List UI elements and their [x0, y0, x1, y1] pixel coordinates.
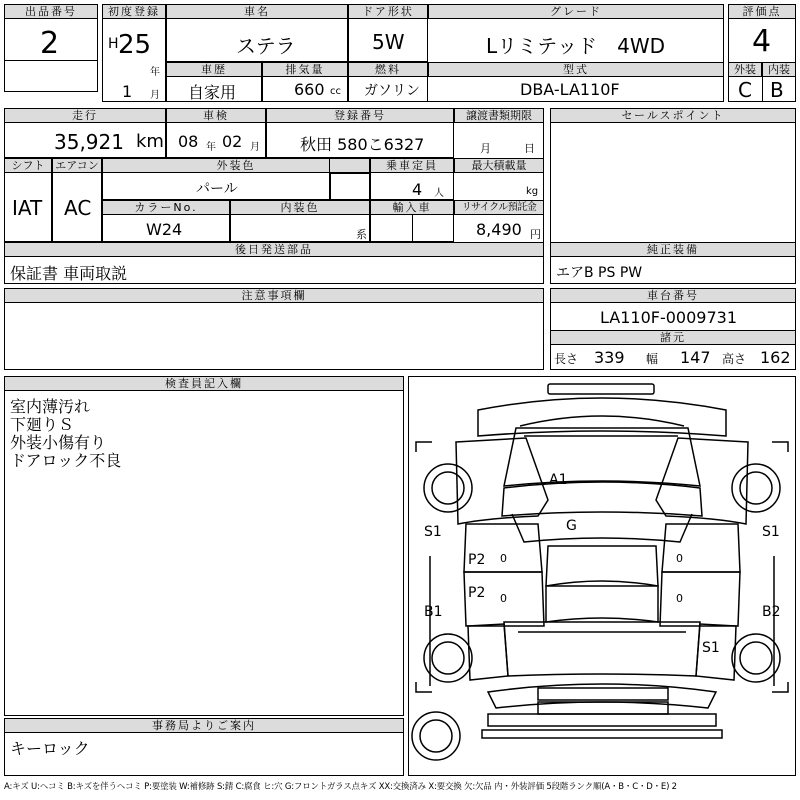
int-header: 内装	[762, 62, 796, 77]
later-parts: 保証書 車両取説	[10, 264, 128, 283]
mileage-header: 走行	[4, 108, 166, 123]
car-diagram	[408, 376, 796, 776]
door-header: ドア形状	[348, 4, 428, 19]
doc-deadline-day: 日	[524, 142, 535, 155]
first-reg-header: 初度登録	[102, 4, 166, 19]
inspection-year-unit: 年	[206, 142, 216, 153]
int-color-unit: 系	[356, 228, 367, 241]
displacement-header: 排気量	[262, 62, 348, 77]
recycle-unit: 円	[530, 228, 541, 241]
recycle-header: リサイクル預託金	[454, 200, 544, 215]
mileage-unit: km	[136, 131, 164, 152]
inspection-header: 車検	[166, 108, 266, 123]
divider	[762, 62, 763, 102]
int-color-header: 内装色	[230, 200, 370, 215]
inspection-month-unit: 月	[250, 142, 260, 153]
mark-s1-right: S1	[762, 524, 780, 540]
displacement-unit: cc	[330, 86, 341, 97]
mark-zero-2: 0	[676, 552, 683, 565]
fuel: ガソリン	[364, 83, 420, 99]
office-note: キーロック	[10, 739, 90, 758]
mark-s1-rear: S1	[702, 640, 720, 656]
max-load-unit: kg	[526, 186, 539, 197]
aircon-header: エアコン	[52, 158, 102, 173]
inspector-note-2: 下廻りＳ	[10, 415, 75, 434]
first-reg-era: H	[108, 36, 119, 52]
max-load-header: 最大積載量	[454, 158, 544, 173]
mark-s1-left: S1	[424, 524, 442, 540]
mark-p2-upper: P2	[468, 552, 486, 568]
reg-no-header: 登録番号	[266, 108, 454, 123]
fuel-header: 燃料	[348, 62, 428, 77]
ext-header: 外装	[728, 62, 762, 77]
lot-no-header: 出品番号	[4, 4, 98, 19]
doc-deadline-month: 月	[480, 142, 491, 155]
score-header: 評価点	[728, 4, 796, 19]
length-label: 長さ	[554, 352, 579, 366]
inspection-year: 08	[178, 132, 199, 151]
lot-no: 2	[40, 26, 60, 61]
aircon: AC	[64, 196, 92, 220]
ext-color-header: 外装色	[102, 158, 370, 173]
sales-box	[550, 108, 796, 284]
chassis-header: 車台番号	[550, 288, 796, 303]
model-code: DBA-LA110F	[520, 80, 620, 99]
height: 162	[760, 348, 791, 367]
inspection-month: 02	[222, 132, 243, 151]
length: 339	[594, 348, 625, 367]
ext-color-sub-cell	[330, 173, 370, 200]
grade-header: グレード	[428, 4, 724, 19]
reg-no: 秋田 580こ6327	[300, 135, 425, 154]
grade: Lリミテッド 4WD	[486, 34, 666, 58]
recycle: 8,490	[476, 220, 522, 239]
width: 147	[680, 348, 711, 367]
genuine-header: 純正装備	[550, 242, 796, 257]
shift: IAT	[12, 196, 43, 220]
mark-p2-lower: P2	[468, 585, 486, 601]
doc-deadline-header: 譲渡書類期限	[454, 108, 544, 123]
color-no: W24	[146, 220, 183, 239]
capacity-header: 乗車定員	[370, 158, 454, 173]
mark-b1: B1	[424, 604, 443, 620]
width-label: 幅	[646, 352, 659, 366]
height-label: 高さ	[722, 352, 747, 366]
first-reg-month-unit: 月	[150, 90, 160, 101]
mark-b2: B2	[762, 604, 781, 620]
model-code-header: 型式	[428, 62, 724, 77]
specs-header: 諸元	[550, 330, 796, 345]
capacity-unit: 人	[434, 188, 444, 199]
capacity: 4	[412, 180, 423, 199]
mark-a1: A1	[549, 472, 568, 488]
history: 自家用	[188, 83, 237, 102]
first-reg-month: 1	[122, 82, 133, 101]
mark-zero-4: 0	[676, 592, 683, 605]
int-color-cell	[230, 200, 370, 242]
score: 4	[752, 24, 772, 59]
import-header: 輸入車	[370, 200, 454, 215]
ext-color: パール	[196, 181, 238, 197]
later-parts-header: 後日発送部品	[4, 242, 544, 257]
first-reg-year: 25	[118, 30, 152, 60]
displacement: 660	[294, 80, 325, 99]
int-grade: B	[770, 78, 784, 102]
door: 5W	[372, 30, 405, 54]
inspector-header: 検査員記入欄	[4, 376, 404, 391]
history-header: 車歴	[166, 62, 262, 77]
mileage: 35,921	[54, 130, 124, 154]
divider	[4, 60, 98, 61]
car-name-header: 車名	[166, 4, 348, 19]
shift-header: シフト	[4, 158, 52, 173]
mark-zero-3: 0	[500, 592, 507, 605]
legend: A:キズ U:ヘコミ B:キズを伴うヘコミ P:要塗装 W:補修跡 S:錆 C:腐食 ヒ:穴 G:フロントガラス点キズ XX:交換済み X:要交換 欠:欠品 内・外装評価 5段階ランク順(A・B・C・D・E) 2	[4, 782, 677, 792]
sales-point-header: セールスポイント	[550, 108, 796, 123]
mark-g: G	[566, 518, 577, 534]
divider	[412, 215, 413, 242]
genuine: エアB PS PW	[556, 265, 643, 281]
office-header: 事務局よりご案内	[4, 718, 404, 733]
inspector-note-1: 室内薄汚れ	[10, 397, 91, 416]
color-no-header: カラーNo.	[102, 200, 230, 215]
ext-grade: C	[738, 78, 752, 102]
car-name: ステラ	[236, 34, 296, 58]
first-reg-year-unit: 年	[150, 67, 160, 78]
inspector-note-4: ドアロック不良	[10, 451, 122, 470]
chassis-no: LA110F-0009731	[600, 308, 737, 327]
notes-header: 注意事項欄	[4, 288, 544, 303]
inspector-note-3: 外装小傷有り	[10, 433, 107, 452]
mark-zero-1: 0	[500, 552, 507, 565]
